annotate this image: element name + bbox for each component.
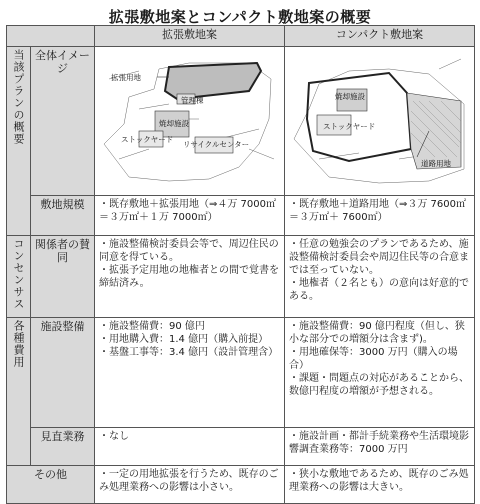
row-label-other: その他 [7,466,95,504]
header-expansion-plan: 拡張敷地案 [95,26,285,47]
map-label-road-land: 道路用地 [421,159,451,168]
row-label-facility: 施設整備 [31,318,95,428]
list-item: ・地権者（２名とも）の意向は好意的である。 [289,278,469,302]
map-label-incinerator-a: 焼却施設 [159,119,189,128]
category-consensus: コンセンサス [7,236,31,318]
list-item: ・課題・問題点の対応があることから、数億円程度の増額が予想される。 [289,373,469,397]
facility-compact [285,318,475,428]
row-label-stakeholders: 関係者の賛同 [31,236,95,318]
site-map-compact [289,49,469,189]
facility-expansion [95,318,285,428]
row-label-site-size: 敷地規模 [31,196,95,236]
map-label-admin-building: 管理棟 [181,96,204,105]
map-label-recycle-center: リサイクルセンター [183,140,250,149]
map-label-stockyard-a: ストックヤード [121,135,174,144]
map-label-stockyard-b: ストックヤード [323,122,376,131]
category-costs: 各種費用 [7,318,31,466]
site-size-compact: ・既存敷地＋道路用地（⇒３万 7600㎡＝３万㎡＋ 7600㎡） [285,196,475,236]
list-item: ・用地確保等：3000 万円（購入の場合） [289,347,458,371]
other-compact: ・狭小な敷地であるため、既存のごみ処理業務への影響は大きい。 [285,466,475,504]
review-expansion: ・なし [95,428,285,466]
row-label-overall-image: 全体イメージ [31,47,95,196]
category-plan-overview: 当該プランの概要 [7,47,31,236]
list-item: ・基盤工事等：3.4 億円（設計管理含） [99,347,279,358]
header-compact-plan: コンパクト敷地案 [285,26,475,47]
list-item: ・用地購入費：1.4 億円（購入前提） [99,334,269,345]
site-map-expansion [99,49,279,189]
header-corner [7,26,95,47]
stakeholders-expansion [95,236,285,318]
list-item: ・施設整備費：90 億円程度（但し、狭小な部分での増額分は含まず)。 [289,321,465,345]
comparison-table [6,25,475,504]
list-item: ・施設整備検討委員会等で、周辺住民の同意を得ている。 [99,239,279,263]
row-label-review: 見直業務 [31,428,95,466]
map-expansion-plan [95,47,285,196]
site-size-expansion: ・既存敷地＋拡張用地（⇒４万 7000㎡＝３万㎡＋１万 7000㎡） [95,196,285,236]
review-compact: ・施設計画・都計手続業務や生活環境影響調査業務等：7000 万円 [285,428,475,466]
map-label-incinerator-b: 焼却施設 [335,92,365,101]
list-item: ・施設整備費：90 億円 [99,321,205,332]
other-expansion: ・一定の用地拡張を行うため、既存のごみ処理業務への影響は小さい。 [95,466,285,504]
page-title: 拡張敷地案とコンパクト敷地案の概要 [108,8,372,26]
stakeholders-compact [285,236,475,318]
list-item: ・拡張予定用地の地権者との間で覚書を締結済み。 [99,265,279,289]
list-item: ・任意の勉強会のプランであるため、施設整備検討委員会や周辺住民等の合意までは至っていない。 [289,239,469,276]
map-compact-plan [285,47,475,196]
map-label-expansion-land: 拡張用地 [111,73,141,82]
